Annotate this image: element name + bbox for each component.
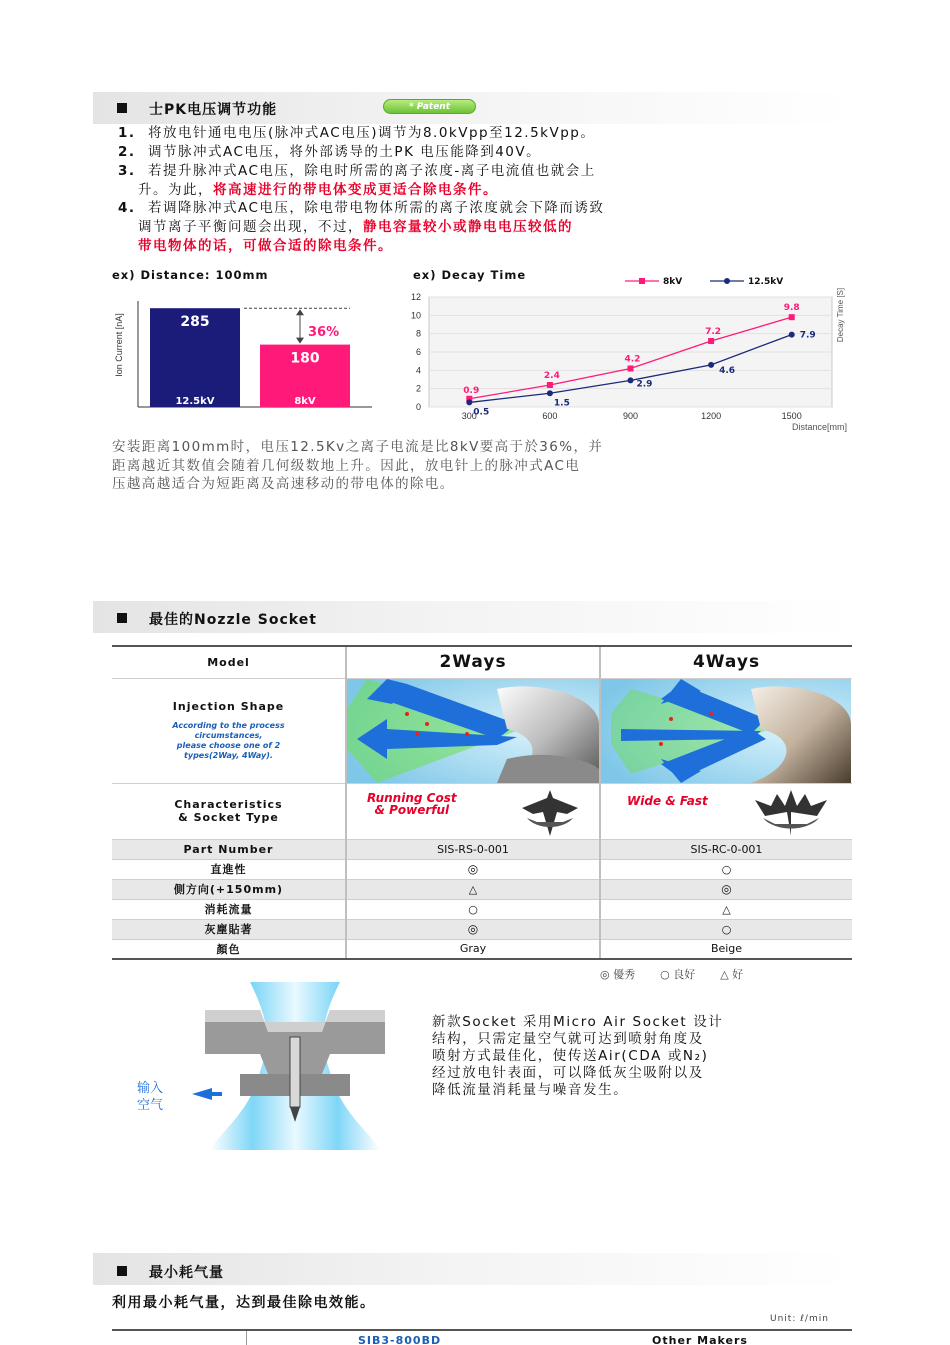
decay-time-line-chart <box>400 270 855 435</box>
model-label: Model <box>112 646 346 678</box>
x-tick-label: 1500 <box>781 411 802 421</box>
straightness-4ways: ○ <box>600 859 852 879</box>
bullet-square-icon <box>117 613 127 623</box>
col-4ways-header: 4Ways <box>600 646 852 678</box>
consumption-2ways: ○ <box>346 899 600 919</box>
list-item: 带电物体的话，可做合适的除电条件。 <box>138 238 393 254</box>
dust-4ways: ○ <box>600 919 852 939</box>
consumption-label: 消耗流量 <box>112 899 346 919</box>
char-4ways-cell <box>600 783 852 839</box>
legend-ok: △ 好 <box>720 968 744 981</box>
x-tick-label: 600 <box>542 411 558 421</box>
data-label: 7.2 <box>705 327 722 337</box>
injection-shape-label: Injection Shape <box>172 700 285 713</box>
char-4ways-text: Wide & Fast <box>627 793 708 808</box>
unit-label: Unit: ℓ/min <box>770 1314 829 1324</box>
section1-title: 士PK电压调节功能 <box>117 99 277 119</box>
y-tick-label: 12 <box>410 292 421 302</box>
data-label: 4.6 <box>719 365 736 376</box>
paragraph-line: 距离越近其数值会随着几何级数地上升。因此，放电针上的脉冲式AC电 <box>112 458 581 474</box>
socket-4way-icon <box>751 790 831 836</box>
section3-title: 最小耗气量 <box>117 1262 224 1282</box>
y-tick-label: 6 <box>415 347 421 357</box>
y-tick-label: 2 <box>415 383 421 394</box>
data-label: 0.5 <box>473 407 490 418</box>
x-tick-label: 1200 <box>701 411 722 421</box>
other-makers-header: Other Makers <box>652 1334 748 1345</box>
injection-note: According to the process circumstances, please choose one of 2 types(2Way, 4Way). <box>172 721 285 760</box>
list-item: 升。为此，将高速进行的带电体变成更适合除电条件。 <box>138 182 498 198</box>
part-number-label: Part Number <box>112 839 346 859</box>
legend-excellent: ◎ 優秀 <box>600 968 636 981</box>
data-point <box>708 362 714 368</box>
side-direction-label: 側方向(+150mm) <box>112 879 346 899</box>
legend-good: ○ 良好 <box>660 968 696 981</box>
characteristics-label: Characteristics & Socket Type <box>112 783 346 839</box>
section3-subtitle: 利用最小耗气量，达到最佳除电效能。 <box>112 1295 376 1311</box>
color-4ways: Beige <box>600 939 852 959</box>
data-label: 7.9 <box>799 330 816 341</box>
rating-legend <box>600 966 743 982</box>
data-label: 0.9 <box>463 385 480 396</box>
y-tick-label: 8 <box>415 328 421 339</box>
list-item: 调节离子平衡问题会出现，不过，静电容量较小或静电电压较低的 <box>138 219 573 235</box>
char-2ways-cell <box>346 783 600 839</box>
data-point <box>708 338 714 344</box>
data-point <box>789 332 795 338</box>
color-2ways: Gray <box>346 939 600 959</box>
data-label: 2.4 <box>543 371 560 381</box>
socket-2way-icon <box>517 790 583 836</box>
col-2ways-header: 2Ways <box>346 646 600 678</box>
straightness-label: 直進性 <box>112 859 346 879</box>
data-point <box>466 399 472 405</box>
legend-marker <box>639 278 645 284</box>
char-2ways-text: Running Cost & Powerful <box>367 790 457 817</box>
data-point <box>628 377 634 383</box>
dust-2ways: ◎ <box>346 919 600 939</box>
bar-chart-title: ex) Distance: 100mm <box>112 268 269 282</box>
consumption-table-top <box>112 1329 852 1345</box>
straightness-2ways: ◎ <box>346 859 600 879</box>
bar-value-label: 285 <box>180 314 210 331</box>
description-line: 新款Socket 采用Micro Air Socket 设计 <box>432 1014 724 1030</box>
data-label: 1.5 <box>553 398 570 409</box>
line-chart-title: ex) Decay Time <box>413 268 527 282</box>
data-point <box>628 366 634 372</box>
bullet-square-icon <box>117 1266 127 1276</box>
data-point <box>547 390 553 396</box>
injection-2ways-image <box>346 678 600 783</box>
x-tick-label: 300 <box>461 411 477 421</box>
injection-shape-cell <box>112 678 346 783</box>
part-number-4ways: SIS-RC-0-001 <box>600 839 852 859</box>
patent-badge: * Patent <box>383 99 476 114</box>
legend-marker <box>724 278 730 284</box>
sib3-header: SIB3-800BD <box>358 1334 442 1345</box>
section2-title: 最佳的Nozzle Socket <box>117 609 317 629</box>
description-line: 结构，只需定量空气就可达到喷射角度及 <box>432 1031 704 1047</box>
bar-category-label: 12.5kV <box>175 396 215 407</box>
data-label: 2.9 <box>636 379 653 390</box>
x-tick-label: 900 <box>622 411 639 421</box>
arrow-up-icon <box>296 309 304 315</box>
side-direction-4ways: ◎ <box>600 879 852 899</box>
x-axis-label: Distance[mm] <box>791 422 847 432</box>
table-divider <box>246 1331 247 1345</box>
color-label: 顏色 <box>112 939 346 959</box>
description-line: 经过放电针表面，可以降低灰尘吸附以及 <box>432 1065 704 1081</box>
list-item: 4. 若调降脉冲式AC电压，除电带电物体所需的离子浓度就会下降而诱致 <box>118 200 605 216</box>
y-tick-label: 4 <box>415 365 421 376</box>
data-point <box>547 382 553 388</box>
dust-label: 灰塵貼著 <box>112 919 346 939</box>
bar-category-label: 8kV <box>294 396 316 407</box>
data-label: 9.8 <box>783 303 800 314</box>
legend-label: 12.5kV <box>748 277 784 287</box>
y-tick-label: 0 <box>415 402 421 412</box>
paragraph-line: 压越高越适合为短距离及高速移动的带电体的除电。 <box>112 476 455 492</box>
description-line: 喷射方式最佳化，使传送Air(CDA 或N₂) <box>432 1048 709 1064</box>
side-direction-2ways: △ <box>346 879 600 899</box>
y-tick-label: 10 <box>410 310 421 321</box>
data-point <box>789 314 795 320</box>
bar-value-label: 180 <box>290 350 320 367</box>
description-line: 降低流量消耗量与噪音发生。 <box>432 1082 629 1098</box>
bullet-square-icon <box>117 103 127 113</box>
bar-ylabel: Ion Current [nA] <box>114 313 124 377</box>
bar-annotation: 36% <box>308 325 340 341</box>
arrow-down-icon <box>296 338 304 344</box>
legend-label: 8kV <box>663 277 683 287</box>
ion-current-bar-chart <box>110 285 380 415</box>
consumption-4ways: △ <box>600 899 852 919</box>
list-item: 1. 将放电针通电电压(脉冲式AC电压)调节为8.0kVpp至12.5kVpp。 <box>118 125 596 141</box>
injection-4ways-image <box>600 678 852 783</box>
y-axis-label: Decay Time [S] <box>836 287 845 343</box>
list-item: 3. 若提升脉冲式AC电压，除电时所需的离子浓度-离子电流值也就会上 <box>118 163 596 179</box>
paragraph-line: 安装距离100mm时，电压12.5Kv之离子电流是比8kV要高于於36%，并 <box>112 439 604 455</box>
part-number-2ways: SIS-RS-0-001 <box>346 839 600 859</box>
micro-air-socket-illustration <box>190 982 400 1150</box>
data-label: 4.2 <box>624 354 641 365</box>
air-input-arrow-icon <box>192 1088 222 1100</box>
nozzle-socket-table <box>112 645 852 960</box>
air-input-label: 输入 空气 <box>137 1081 164 1113</box>
list-item: 2. 调节脉冲式AC电压，将外部诱导的土PK 电压能降到40V。 <box>118 144 542 160</box>
